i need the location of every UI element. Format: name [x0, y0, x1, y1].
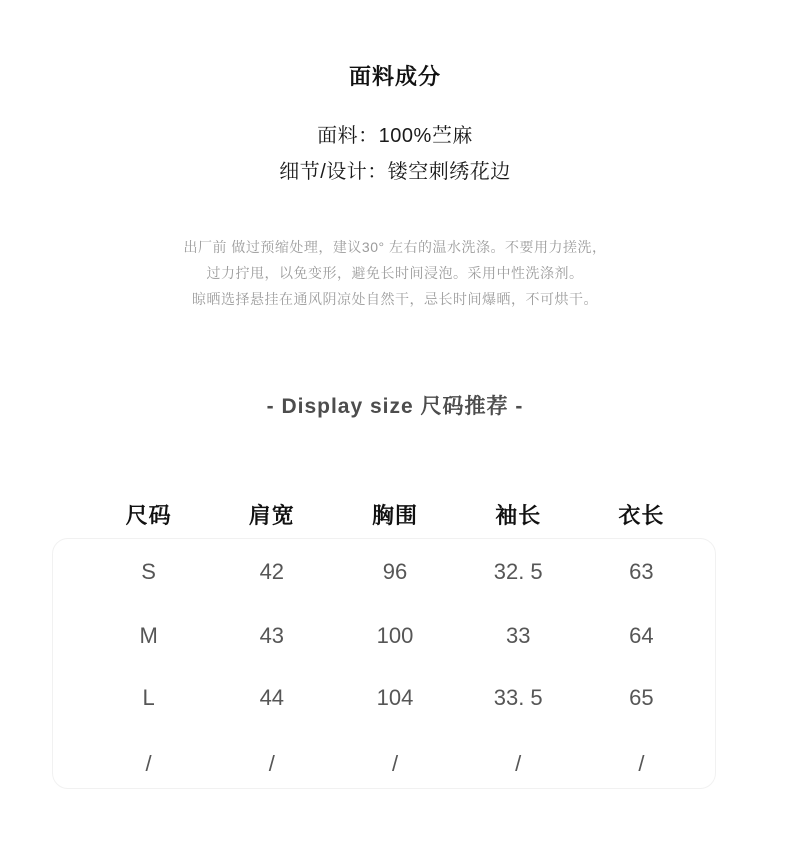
size-header-cell: 胸围	[372, 503, 419, 528]
size-cell: /	[391, 751, 399, 776]
care-instructions-line: 过力拧甩，以免变形，避免长时间浸泡。采用中性洗涤剂。	[206, 265, 584, 281]
size-cell: M	[139, 623, 158, 648]
size-cell: 64	[629, 623, 654, 648]
size-header-cell: 尺码	[125, 503, 172, 528]
size-cell: /	[515, 751, 522, 776]
size-cell: 65	[629, 685, 654, 710]
care-instructions	[0, 234, 790, 312]
table-row	[87, 554, 703, 590]
size-cell: 63	[629, 559, 654, 584]
size-cell: 33. 5	[493, 685, 543, 710]
table-row	[87, 618, 703, 654]
size-cell: 32. 5	[493, 559, 543, 584]
size-cell: 100	[376, 623, 414, 648]
fabric-detail-design-line: 细节/设计：镂空刺绣花边	[279, 161, 511, 183]
size-header-cell: 肩宽	[248, 503, 295, 528]
size-cell: /	[638, 751, 645, 776]
care-instructions-line: 出厂前 做过预缩处理，建议30° 左右的温水洗涤。不要用力搓洗，	[183, 239, 607, 255]
size-cell: 44	[259, 685, 285, 710]
size-cell: S	[141, 559, 156, 584]
fabric-composition-title: 面料成分	[348, 64, 441, 89]
size-header-cell: 袖长	[495, 503, 542, 528]
size-recommendation-heading: - Display size 尺码推荐 -	[266, 395, 524, 418]
size-cell: /	[268, 751, 275, 776]
size-cell: 96	[382, 559, 408, 584]
size-cell: L	[142, 685, 155, 710]
size-cell: 43	[259, 623, 285, 648]
size-table-header-row	[87, 498, 703, 534]
care-instructions-line: 晾晒选择悬挂在通风阴凉处自然干，忌长时间爆晒，不可烘干。	[192, 291, 598, 307]
size-cell: 33	[505, 623, 531, 648]
size-header-cell: 衣长	[618, 503, 665, 528]
table-row	[87, 746, 703, 782]
size-cell: /	[145, 751, 152, 776]
size-cell: 104	[376, 685, 414, 710]
table-row	[87, 680, 703, 716]
fabric-material-line: 面料：100%苎麻	[317, 125, 473, 147]
size-cell: 42	[259, 559, 285, 584]
